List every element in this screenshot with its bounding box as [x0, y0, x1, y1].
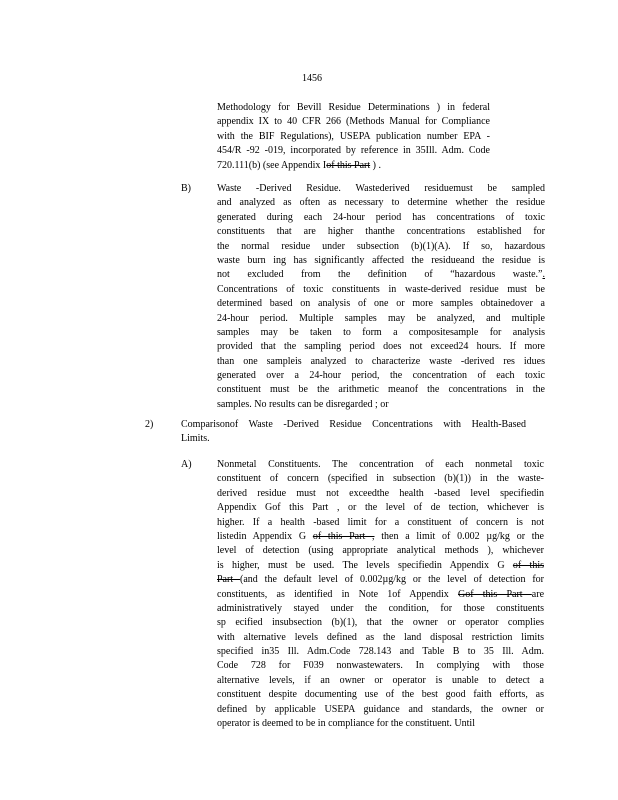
page-number: 1456 [302, 73, 322, 84]
text-line: Concentrations of toxic constituents in waste-derived residue must be [217, 283, 545, 295]
struck-text: Part [217, 574, 241, 586]
text-line: defined by applicable USEPA guidance and standards, the owner or [217, 703, 544, 715]
text-line: specified in35 Ill. Adm.Code 728.143 and Table B to 35 Ill. Adm. [217, 646, 544, 658]
text-line: 24-hour period. Multiple samples may be analyzed, and multiple [217, 312, 545, 324]
line-text: appendix IX to 40 CFR 266 (Methods Manual for Compliance [217, 116, 490, 128]
text-line: samples may be taken to form a compositesample for analysis [217, 326, 545, 338]
text-line: Appendix Gof this Part , or the level of de tection, whichever is [217, 502, 544, 514]
item-label-b: B) [181, 183, 191, 194]
text-line: constituents, as identified in Note 1of Appendix Gof this Part are [217, 588, 545, 600]
text-line: level of detection (using appropriate analytical methods ), whichever [217, 545, 544, 557]
text-line: constituents that are higher thanthe concentrations established for [217, 226, 545, 238]
text-line: is higher, must be used. The levels specifiedin Appendix G of this [217, 559, 544, 571]
text-line: Comparisonof Waste -Derived Residue Concentrations with Health-Based [181, 419, 526, 430]
underlined-insertion: . [542, 269, 545, 281]
item-label-a: A) [181, 459, 192, 470]
text-line [217, 115, 490, 129]
text-line: Part (and the default level of 0.002µg/kg or the level of detection for [217, 574, 545, 586]
text-line: sp ecified insubsection (b)(1), that the owner or operator complies [217, 617, 544, 629]
text-line: provided that the sampling period does not exceed24 hours. If more [217, 341, 545, 353]
struck-text: Gof this Part [457, 588, 532, 600]
text-line: operator is deemed to be in compliance for the constituent. Until [217, 718, 475, 730]
text-line: determined based on analysis of one or more samples obtainedover a [217, 298, 545, 310]
text-line: administratively stayed under the condition, for those constituents [217, 602, 544, 614]
line-text: 454/R -92 -019, incorporated by reference in 35Ill. Adm. Code [217, 145, 490, 157]
text-line: Nonmetal Constituents. The concentration of each nonmetal toxic [217, 459, 544, 470]
struck-text: of this Part [326, 159, 371, 171]
paragraph-a-nonmetal-constituents [217, 458, 544, 731]
section-2-heading [181, 418, 526, 447]
text-line: Code 728 for F039 nonwastewaters. In complying with those [217, 660, 544, 672]
text-line: and analyzed as often as necessary to determine whether the residue [217, 197, 545, 209]
paragraph-b-waste-derived-residue [217, 182, 545, 412]
text-line: with alternative levels defined as the land disposal restriction limits [217, 631, 544, 643]
text-line: samples. No results can be disregarded ; or [217, 398, 389, 410]
text-line [217, 130, 490, 144]
text-line [217, 101, 490, 115]
text-line: alternative levels, if an owner or operator is unable to detect a [217, 674, 544, 686]
text-line: higher. If a health -based limit for a constituent of concern is not [217, 516, 544, 528]
text-line: constituent despite documenting use of the best good faith efforts, as [217, 689, 544, 701]
struck-text: of this [512, 559, 544, 571]
text-line: Limits. [181, 433, 210, 445]
text-line: constituent of concern (specified in subsection (b)(1)) in the waste- [217, 473, 544, 485]
text-line: listedin Appendix G of this Part , then a limit of 0.002 µg/kg or the [217, 530, 544, 542]
text-line: constituent must be the arithmetic meanof the concentrations in the [217, 384, 545, 396]
struck-text: of this Part , [312, 530, 375, 542]
text-line: generated during each 24-hour period has concentrations of toxic [217, 211, 545, 223]
line-text: Methodology for Bevill Residue Determinations ) in federal [217, 102, 490, 113]
text-line: than one sampleis analyzed to characterize waste -derived res idues [217, 355, 545, 367]
intro-paragraph [217, 101, 490, 173]
line-text: with the BIF Regulations), USEPA publication number EPA - [217, 130, 490, 142]
line-end: ) . [370, 159, 381, 171]
text-line: not excluded from the definition of “hazardous waste.”. [217, 269, 545, 281]
section-label-2: 2) [145, 419, 154, 430]
text-line [217, 159, 490, 173]
text-line: the normal residue under subsection (b)(1)(A). If so, hazardous [217, 240, 545, 252]
text-line: waste burn ing has significantly affected the residueand the residue is [217, 254, 545, 266]
text-line [217, 144, 490, 158]
text-line: Waste -Derived Residue. Wastederived residuemust be sampled [217, 183, 545, 194]
text-line: derived residue must not exceedthe health -based level specifiedin [217, 487, 544, 499]
line-text: 720.111(b) (see Appendix I [217, 159, 327, 171]
text-line: generated over a 24-hour period, the concentration of each toxic [217, 370, 545, 382]
